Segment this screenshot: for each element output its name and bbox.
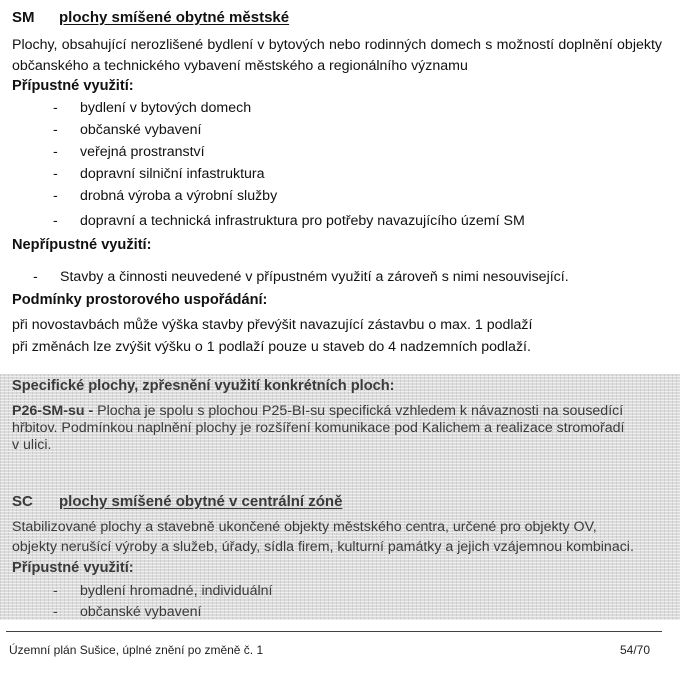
section-code: SC [12, 493, 33, 510]
conditions-line: při novostavbách může výška stavby převýšit navazující zástavbu o max. 1 podlaží [12, 317, 533, 333]
list-item: - drobná výroba a výrobní služby [53, 188, 278, 204]
list-item: - Stavby a činnosti neuvedené v přípustném využití a zároveň s nimi nesouvisející. [33, 269, 569, 285]
specific-line: P26-SM-su - Plocha je spolu s plochou P25-BI-su specifická vzhledem k návaznosti na sousedící [12, 403, 624, 419]
section-title: plochy smíšené obytné městské [59, 9, 290, 26]
list-item: - bydlení v bytových domech [53, 100, 252, 116]
footer-document-title: Územní plán Sušice, úplné znění po změně č. 1 [9, 643, 264, 657]
section-heading-sm [12, 9, 289, 26]
section-description: Plochy, obsahující nerozlišené bydlení v bytových nebo rodinných domech s možností doplnění objekty občanského a technického vybavení městského a regionálního významu [12, 37, 662, 74]
footer-page-number: 54/70 [620, 643, 651, 657]
prohibited-label: Nepřípustné využití: [12, 237, 152, 253]
section-title: plochy smíšené obytné v centrální zóně [59, 493, 343, 510]
specific-label: Specifické plochy, zpřesnění využití konkrétních ploch: [12, 378, 395, 394]
section-code: SM [12, 9, 35, 26]
specific-line: hřbitov. Podmínkou naplnění plochy je rozšíření komunikace pod Kalichem a realizace stromořadí [12, 420, 625, 436]
list-item: - občanské vybavení [53, 122, 202, 138]
list-item: - dopravní a technická infrastruktura pro potřeby navazujícího území SM [53, 213, 525, 229]
sc-description-line: objekty nerušící výroby a služeb, úřady, sídla firem, kulturní památky a jejich vzájemnou kombinaci. [12, 539, 634, 555]
specific-line: v ulici. [12, 437, 52, 453]
list-item: - veřejná prostranství [53, 144, 205, 160]
list-item: - dopravní silniční infastruktura [53, 166, 265, 182]
sc-description-line: Stabilizované plochy a stavebně ukončené objekty městského centra, určené pro objekty OV, [12, 519, 597, 535]
permitted-label: Přípustné využití: [12, 78, 134, 94]
list-item: - bydlení hromadné, individuální [53, 583, 273, 599]
list-item: - občanské vybavení [53, 604, 202, 620]
permitted-label: Přípustné využití: [12, 560, 134, 576]
conditions-line: při změnách lze zvýšit výšku o 1 podlaží pouze u staveb do 4 nadzemních podlaží. [12, 339, 531, 355]
conditions-label: Podmínky prostorového uspořádání: [12, 292, 268, 308]
section-heading-sc [12, 493, 342, 510]
footer-divider [6, 631, 662, 632]
specific-code: P26-SM-su - [12, 403, 94, 419]
